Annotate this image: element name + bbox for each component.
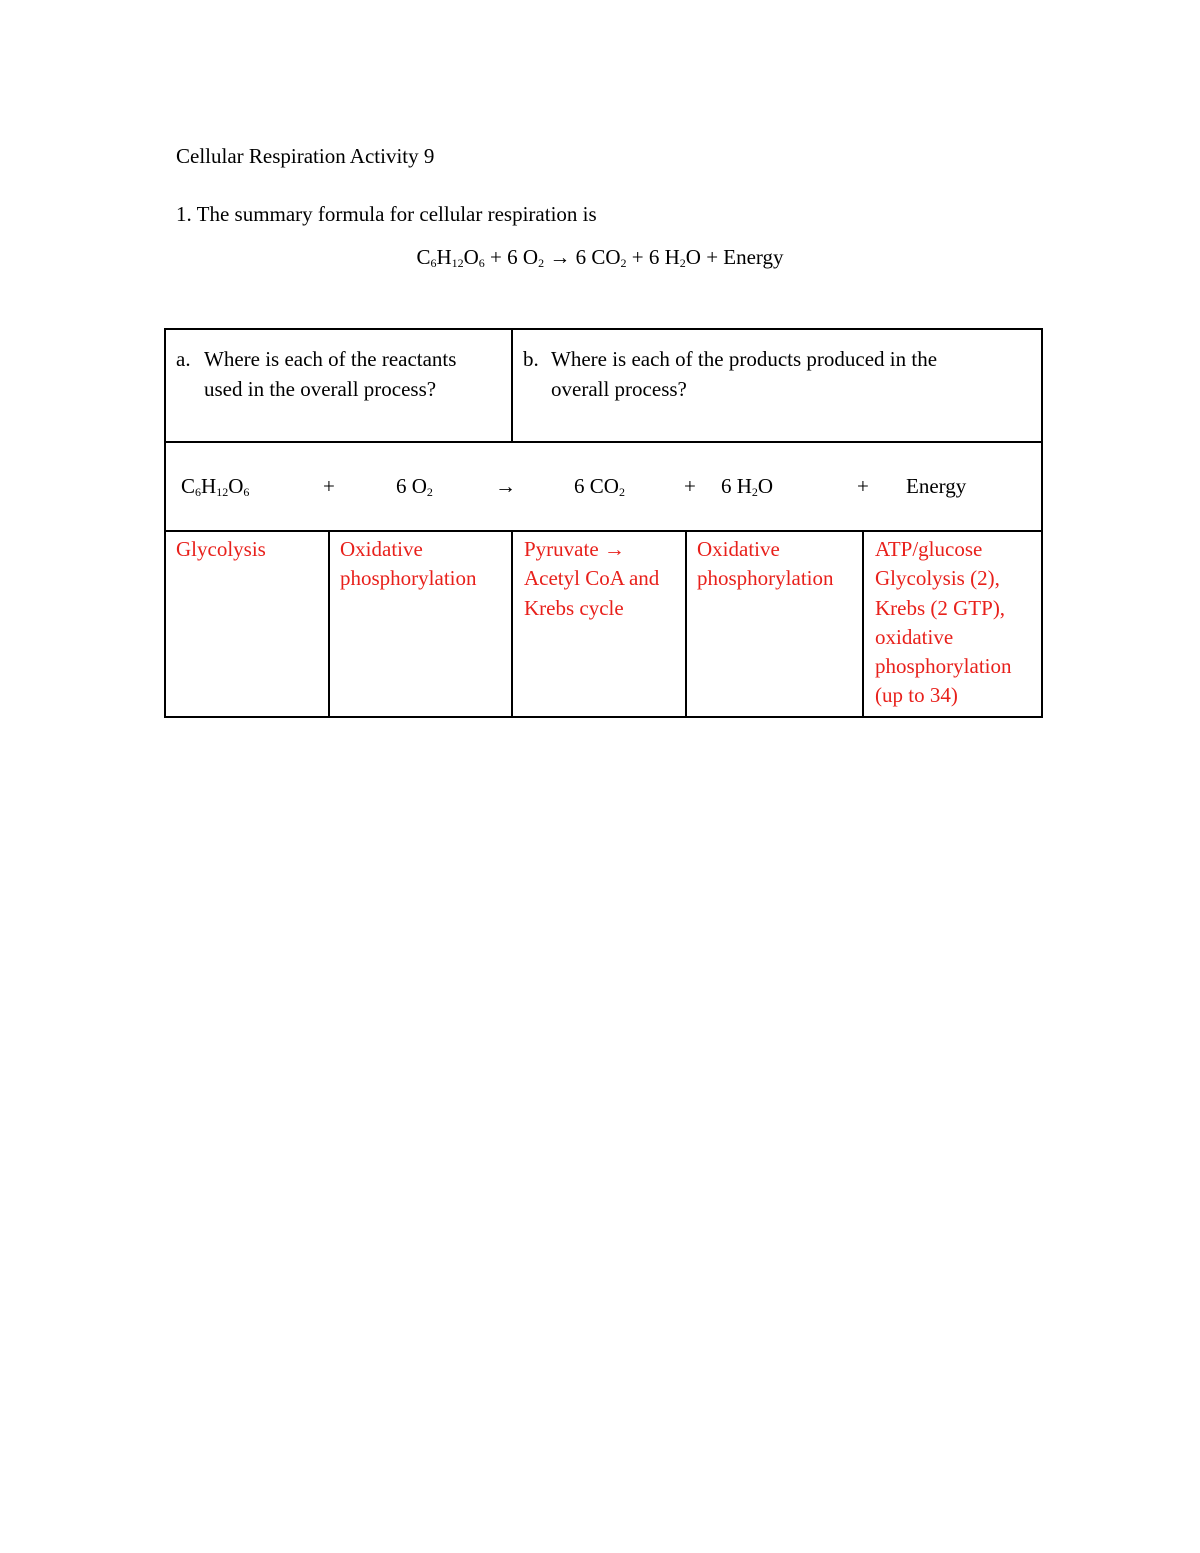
answer-line: ATP/glucose [875, 537, 983, 561]
answer-line: phosphorylation [697, 566, 834, 591]
question-b [523, 344, 1003, 404]
answer-water [697, 535, 834, 594]
question-a [176, 344, 496, 404]
answer-oxygen [340, 535, 477, 594]
answer-line: oxidative [875, 624, 954, 649]
answer-line: Glycolysis [176, 537, 266, 561]
answer-line: Krebs cycle [524, 595, 624, 620]
answer-line: (up to 34) [875, 683, 958, 708]
eq-water: 6 $H_2O$ [721, 474, 774, 499]
question-a-label: a. [176, 347, 191, 371]
answer-glucose [176, 535, 266, 564]
eq-oxygen: 6 $O_2$ [396, 474, 433, 499]
summary-formula: $C_6H_{12}O_6 + 6$ $O_2 \to 6$ $CO_2 + 6$ $H_2O$ + Energy [416, 245, 784, 270]
table-divider-1 [164, 441, 1043, 443]
answer-line: Glycolysis (2), [875, 566, 1000, 591]
eq-co2: 6 $CO_2$ [574, 474, 625, 499]
header-divider [511, 328, 513, 443]
answer-line: Acetyl CoA and [524, 566, 660, 591]
answer-line: Krebs (2 GTP), [875, 595, 1006, 620]
document-title: Cellular Respiration Activity 9 [176, 144, 435, 168]
eq-arrow: → [495, 474, 516, 498]
eq-plus-3: + [857, 474, 869, 498]
question-a-text: Where is each of the reactants used in the overall process? [204, 347, 457, 401]
question-b-label: b. [523, 347, 539, 371]
answer-line: Oxidative [697, 537, 780, 561]
eq-glucose: $C_6H_{12}O_6$ [181, 474, 250, 499]
answer-co2 [524, 535, 659, 623]
eq-plus-1: + [323, 474, 335, 498]
answer-divider-2 [511, 530, 513, 718]
answer-divider-4 [862, 530, 864, 718]
answer-energy [875, 535, 1012, 711]
eq-plus-2: + [684, 474, 696, 498]
eq-energy: Energy [906, 474, 967, 498]
question-1: 1. The summary formula for cellular respiration is [176, 202, 597, 226]
answer-divider-1 [328, 530, 330, 718]
answer-line: Pyruvate → [524, 537, 625, 561]
answer-line: phosphorylation [340, 566, 477, 591]
answer-line: phosphorylation [875, 654, 1012, 679]
answer-line: Oxidative [340, 537, 423, 561]
table-divider-2 [164, 530, 1043, 532]
answer-divider-3 [685, 530, 687, 718]
question-b-text: Where is each of the products produced in the overall process? [551, 347, 938, 401]
